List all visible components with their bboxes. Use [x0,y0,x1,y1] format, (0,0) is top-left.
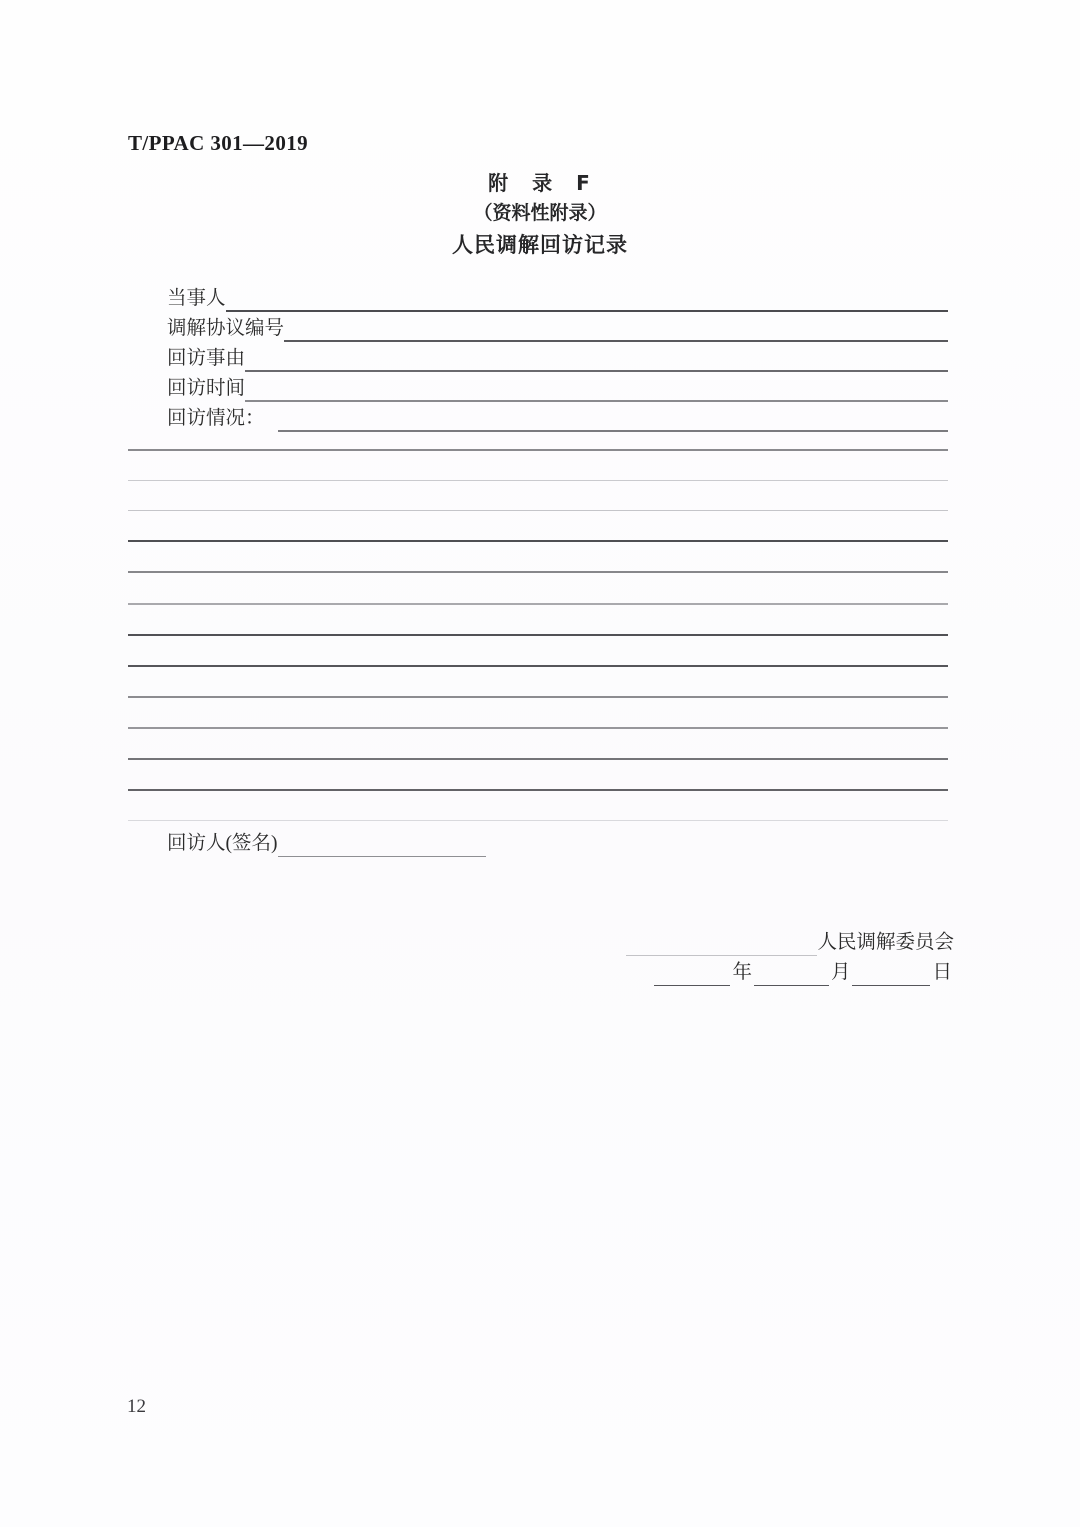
ruled-line [128,420,948,451]
form-title: 人民调解回访记录 [452,233,628,257]
ruled-line [128,481,948,511]
ruled-line [128,760,948,791]
committee-name-underline [626,928,817,956]
committee-label: 人民调解委员会 [817,932,954,953]
form-fields [167,282,948,432]
date-year-underline [654,958,730,986]
signature-label: 回访人(签名) [167,833,278,854]
field-label-visit-reason: 回访事由 [167,348,246,369]
date-year-label: 年 [732,962,752,983]
standard-code: T/PPAC 301—2019 [128,131,309,155]
field-label-agreement-number: 调解协议编号 [167,318,285,339]
ruled-line [128,729,948,760]
appendix-heading: 附 录 F [488,171,592,195]
ruled-line [128,667,948,698]
ruled-line [128,451,948,481]
page-number: 12 [127,1396,146,1417]
field-underline-party [226,283,948,312]
field-underline-visit-time [245,373,948,402]
ruled-line [128,605,948,636]
field-label-party: 当事人 [167,288,226,309]
signature-underline [278,829,486,857]
ruled-line [128,636,948,667]
date-day-underline [852,958,930,986]
date-day-label: 日 [932,962,952,983]
field-row-party [167,282,948,312]
appendix-subheading: （资料性附录） [473,202,607,224]
field-underline-agreement-number [284,313,948,342]
committee-row [626,926,954,956]
writing-lines-area [128,420,948,821]
ruled-line [128,698,948,729]
field-label-visit-situation: 回访情况： [167,408,265,429]
date-row [654,956,954,986]
ruled-line [128,511,948,542]
field-row-visit-time [167,372,948,402]
date-month-label: 月 [830,962,851,983]
field-row-agreement-number [167,312,948,342]
ruled-line [128,573,948,604]
ruled-line [128,791,948,821]
ruled-line [128,542,948,573]
field-row-visit-reason [167,342,948,372]
field-underline-visit-reason [245,343,948,372]
field-label-visit-time: 回访时间 [167,378,246,399]
date-month-underline [754,958,829,986]
signature-row [167,827,486,857]
